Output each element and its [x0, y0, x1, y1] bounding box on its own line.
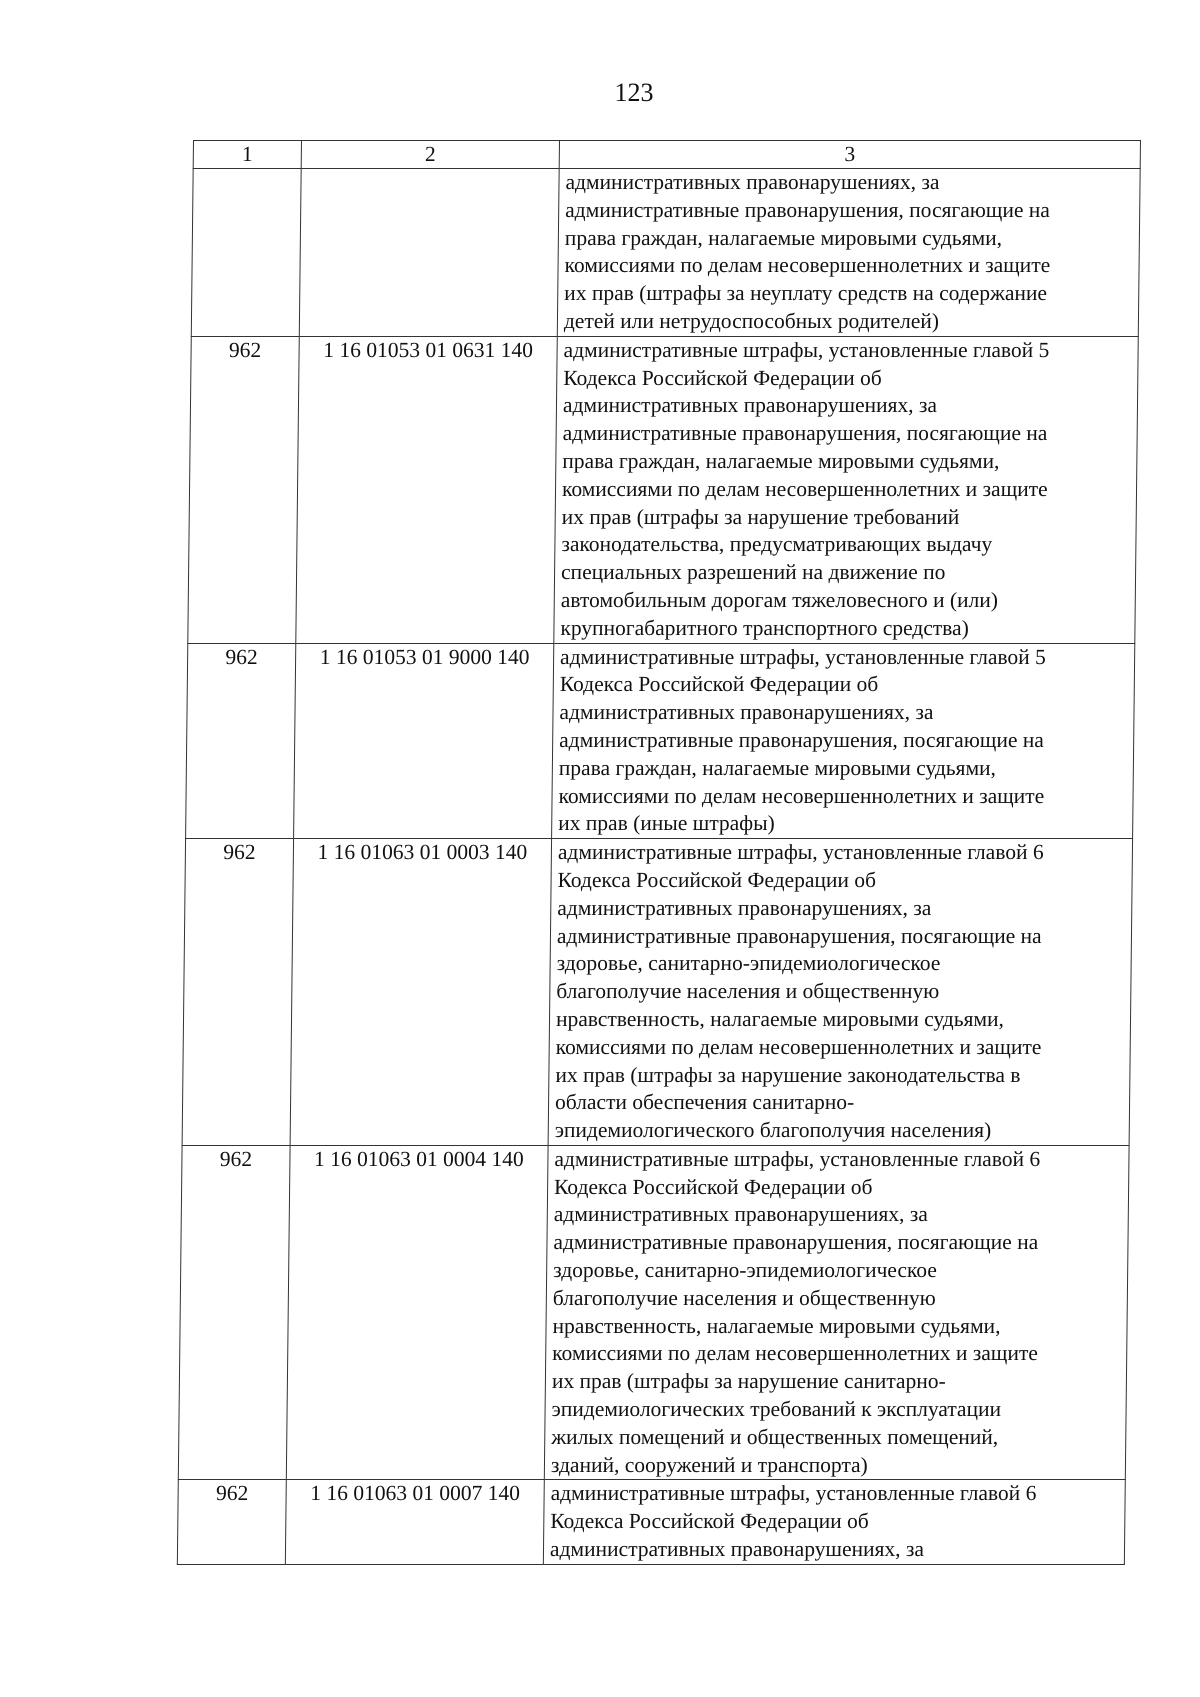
revenue-name-line: их прав (иные штрафы) — [558, 811, 775, 836]
revenue-name-line: их прав (штрафы за нарушение санитарно- — [551, 1369, 946, 1394]
revenue-name-line: права граждан, налагаемые мировыми судьями, — [558, 755, 997, 780]
budget-code-cell: 1 16 01053 01 0631 140 — [296, 336, 557, 643]
budget-code-cell: 1 16 01053 01 9000 140 — [294, 643, 554, 839]
revenue-name-line: комиссиями по делам несовершеннолетних и защите — [555, 1034, 1042, 1059]
revenue-name-cell — [548, 839, 1132, 1146]
admin-code-cell: 962 — [182, 839, 293, 1146]
revenue-name-line: административных правонарушениях, за — [559, 700, 934, 725]
revenue-name-line: специальных разрешений на движение по — [560, 560, 946, 585]
revenue-name-line: административные правонарушения, посягающие на — [565, 197, 1051, 222]
revenue-name-line: административные штрафы, установленные главой 6 — [550, 1481, 1037, 1506]
revenue-name-line: их прав (штрафы за нарушение законодательства в — [555, 1062, 1021, 1087]
revenue-name-line: административные штрафы, установленные главой 5 — [560, 644, 1047, 669]
revenue-name-line: Кодекса Российской Федерации об — [563, 365, 882, 390]
revenue-name-line: комиссиями по делам несовершеннолетних и защите — [552, 1341, 1039, 1366]
revenue-name-cell — [544, 1145, 1129, 1480]
admin-code-cell: 962 — [178, 1145, 290, 1480]
header-row — [193, 141, 1140, 169]
revenue-name-line: права граждан, налагаемые мировыми судьями, — [564, 225, 1003, 250]
admin-code-cell: 962 — [186, 643, 296, 839]
revenue-name-line: зданий, сооружений и транспорта) — [550, 1452, 868, 1477]
revenue-name-line: административные правонарушения, посягающие на — [556, 923, 1042, 948]
budget-code-cell: 1 16 01063 01 0003 140 — [290, 839, 551, 1146]
header-col-1: 1 — [193, 141, 301, 169]
revenue-name-line: их прав (штрафы за нарушение требований — [561, 504, 960, 529]
revenue-name-line: нравственность, налагаемые мировыми судьями, — [555, 1006, 1005, 1031]
revenue-name-line: комиссиями по делам несовершеннолетних и защите — [561, 476, 1048, 501]
revenue-name-line: административных правонарушениях, за — [562, 393, 938, 418]
admin-code-cell: 962 — [177, 1480, 286, 1564]
revenue-name-line: Кодекса Российской Федерации об — [557, 867, 877, 892]
revenue-name-line: административных правонарушениях, за — [549, 1537, 925, 1562]
revenue-name-line: здоровье, санитарно-эпидемиологическое — [553, 1258, 938, 1283]
table-row — [186, 643, 1135, 839]
budget-code-cell — [299, 169, 559, 337]
revenue-name-cell — [557, 169, 1140, 337]
table-header — [193, 141, 1140, 169]
revenue-name-line: Кодекса Российской Федерации об — [550, 1509, 869, 1534]
page-number: 123 — [614, 78, 654, 107]
revenue-name-line: комиссиями по делам несовершеннолетних и защите — [564, 253, 1051, 278]
revenue-name-line: административных правонарушениях, за — [557, 895, 932, 920]
table-body — [177, 169, 1140, 1565]
revenue-name-line: здоровье, санитарно-эпидемиологическое — [556, 951, 941, 976]
revenue-name-cell — [543, 1480, 1125, 1564]
header-col-2: 2 — [301, 141, 559, 169]
table-row — [177, 1480, 1125, 1564]
revenue-name-line: административные штрафы, установленные главой 5 — [563, 337, 1050, 362]
revenue-name-cell — [554, 336, 1138, 643]
table-row — [191, 169, 1140, 337]
revenue-name-line: эпидемиологических требований к эксплуатации — [551, 1397, 1002, 1422]
revenue-name-line: административные правонарушения, посягающие на — [559, 727, 1045, 752]
revenue-name-line: права граждан, налагаемые мировыми судьями, — [562, 448, 1000, 473]
admin-code-cell: 962 — [188, 336, 299, 643]
revenue-name-line: административных правонарушениях, за — [553, 1202, 928, 1227]
revenue-name-line: их прав (штрафы за неуплату средств на содержание — [564, 281, 1048, 306]
budget-code-cell: 1 16 01063 01 0007 140 — [285, 1480, 544, 1564]
revenue-name-line: административные штрафы, установленные главой 6 — [557, 840, 1044, 865]
revenue-name-line: эпидемиологического благополучия населения) — [554, 1118, 992, 1143]
budget-code-cell: 1 16 01063 01 0004 140 — [286, 1145, 548, 1480]
revenue-name-line: законодательства, предусматривающих выдачу — [561, 532, 993, 557]
revenue-name-cell — [552, 643, 1135, 839]
revenue-name-line: детей или нетрудоспособных родителей) — [563, 308, 940, 333]
admin-code-cell — [191, 169, 301, 337]
table-row — [182, 839, 1132, 1146]
revenue-name-line: административные правонарушения, посягающие на — [553, 1230, 1039, 1255]
budget-classification-table — [177, 140, 1141, 1565]
revenue-name-line: административные правонарушения, посягающие на — [562, 421, 1048, 446]
revenue-name-line: комиссиями по делам несовершеннолетних и защите — [558, 783, 1045, 808]
revenue-name-line: жилых помещений и общественных помещений, — [551, 1424, 999, 1449]
revenue-name-line: благополучие населения и общественную — [556, 979, 940, 1004]
revenue-name-line: нравственность, налагаемые мировыми судьями, — [552, 1313, 1001, 1338]
table-row — [188, 336, 1138, 643]
revenue-name-line: крупногабаритного транспортного средства) — [560, 615, 969, 640]
revenue-name-line: административные штрафы, установленные главой 6 — [554, 1146, 1041, 1171]
revenue-name-line: области обеспечения санитарно- — [554, 1090, 855, 1115]
header-col-3: 3 — [559, 141, 1140, 169]
revenue-name-line: Кодекса Российской Федерации об — [553, 1174, 873, 1199]
revenue-name-line: Кодекса Российской Федерации об — [559, 672, 879, 697]
revenue-name-line: автомобильным дорогам тяжеловесного и (или) — [560, 587, 999, 612]
revenue-name-line: благополучие населения и общественную — [552, 1285, 936, 1310]
table-row — [178, 1145, 1129, 1480]
revenue-name-line: административных правонарушениях, за — [565, 170, 940, 194]
